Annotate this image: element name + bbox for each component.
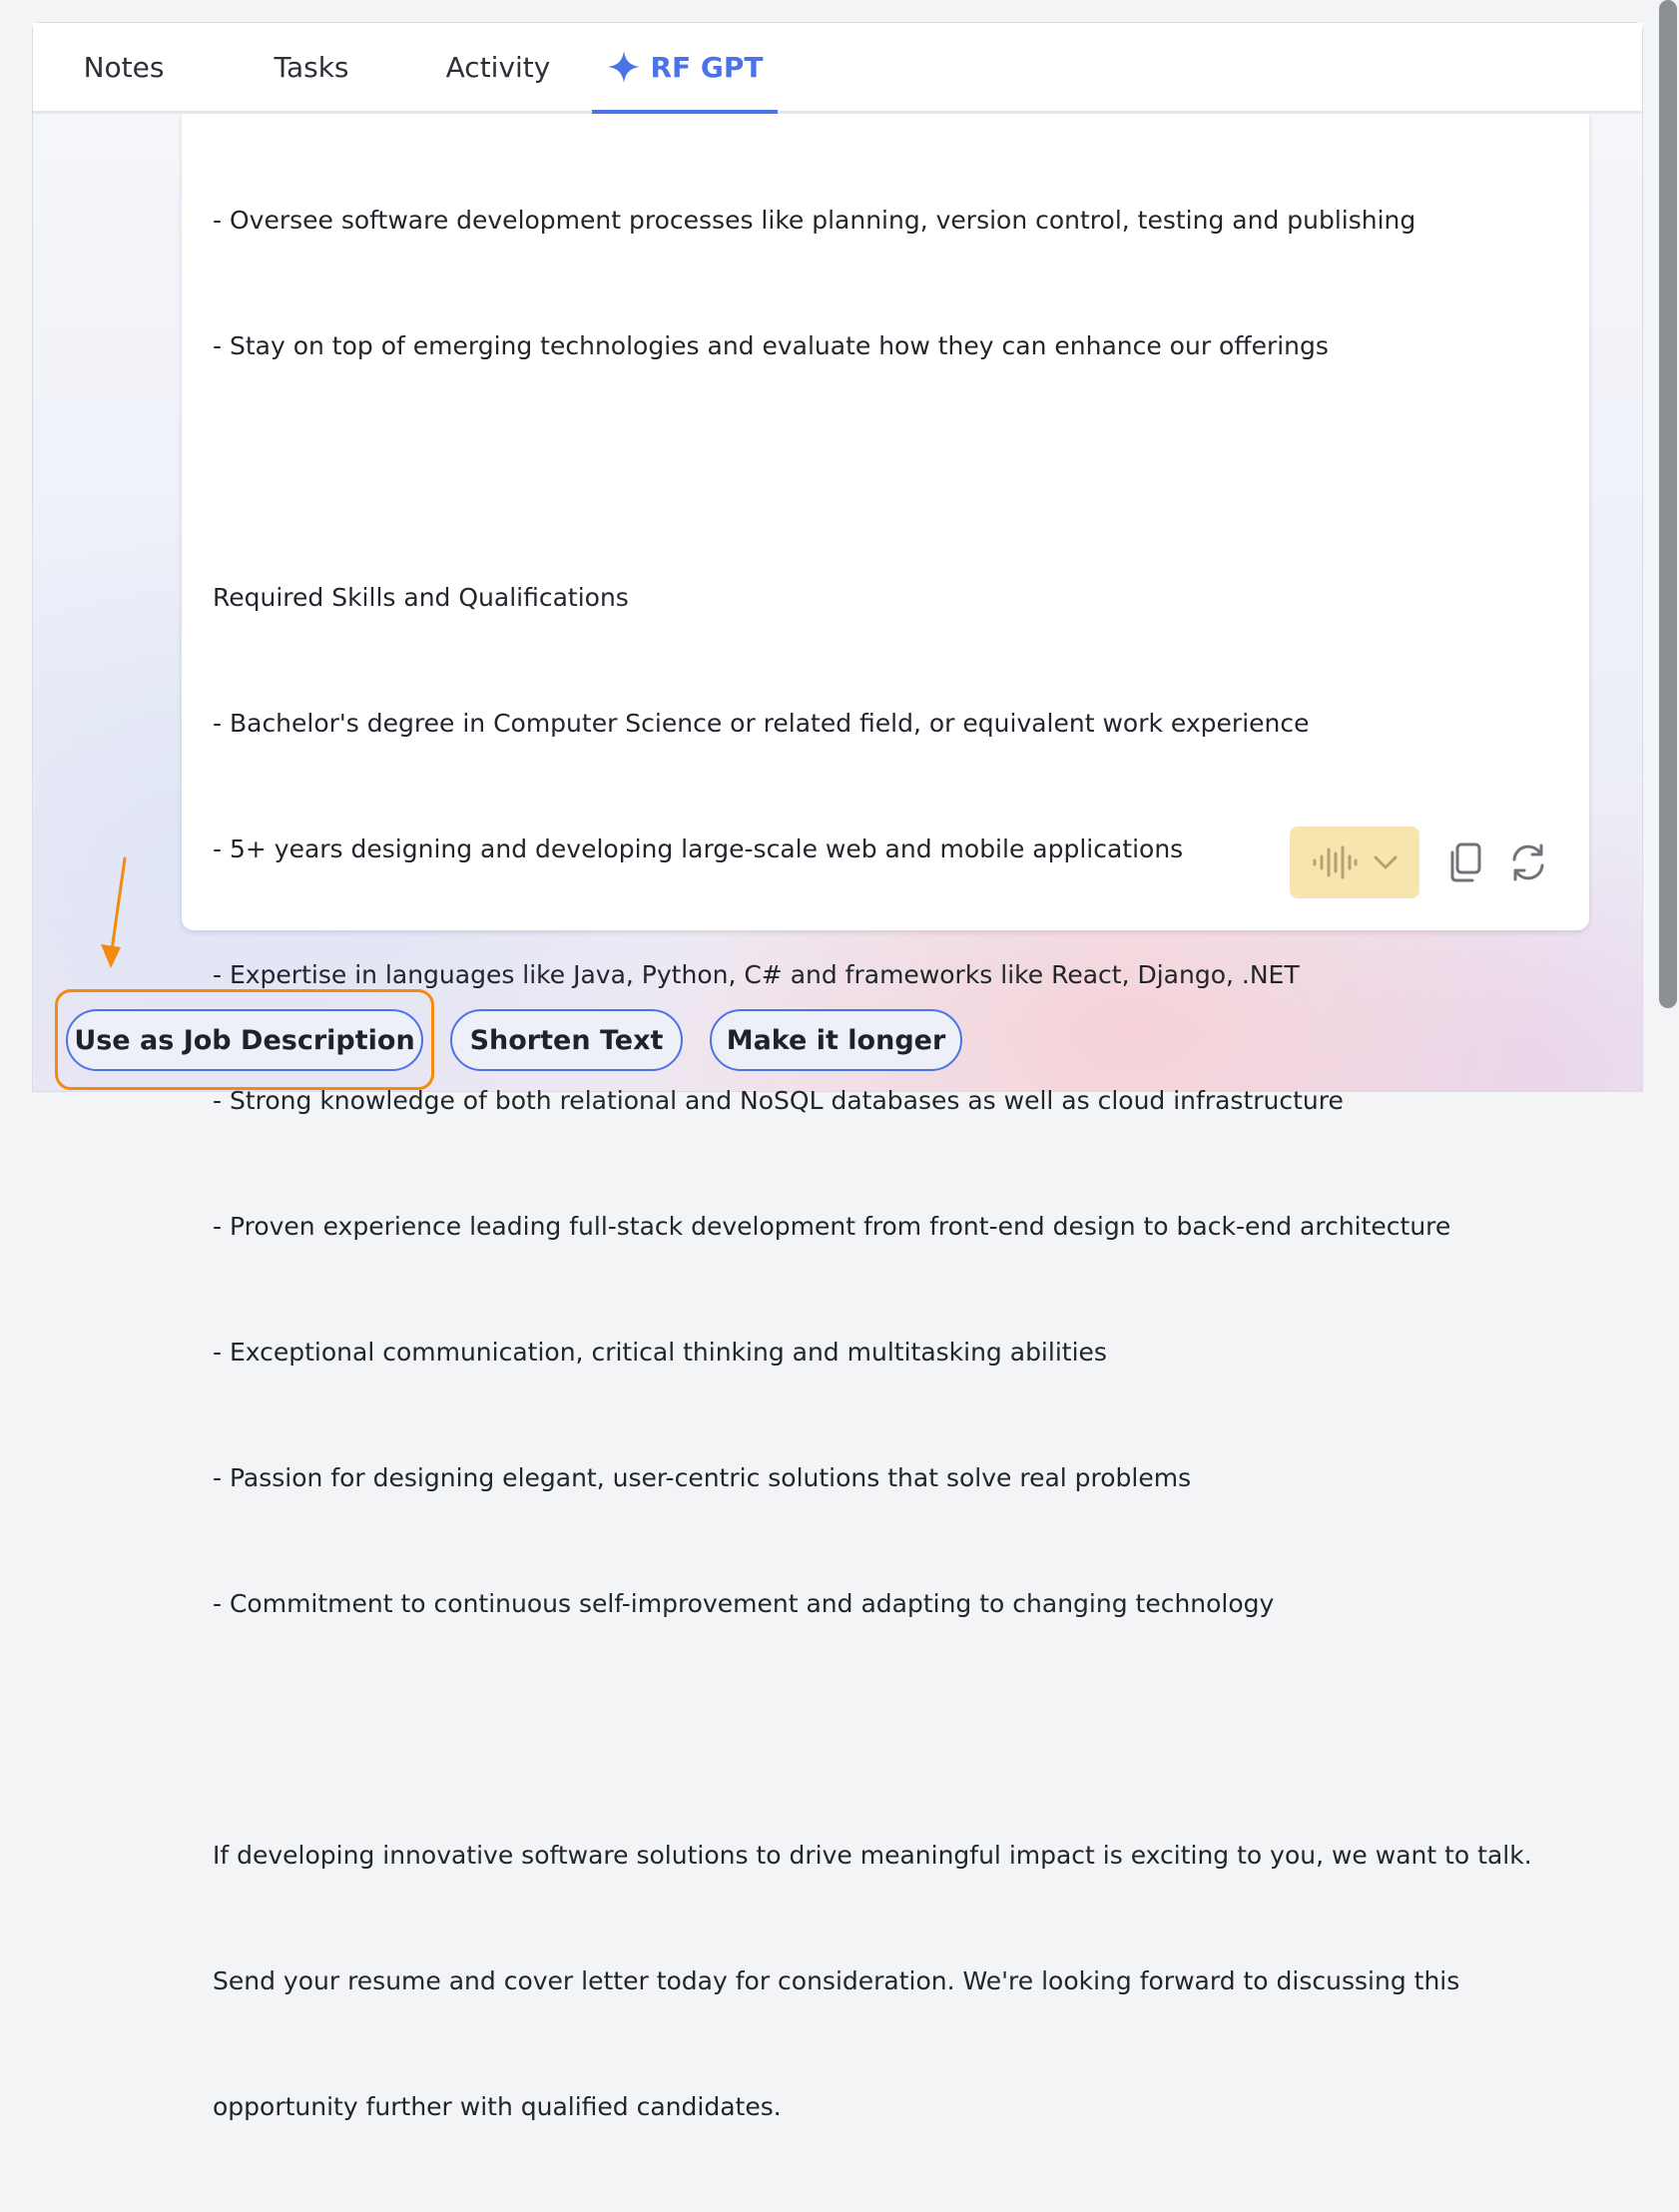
copy-button[interactable] — [1439, 837, 1489, 887]
scrollbar-thumb[interactable] — [1659, 0, 1677, 1008]
response-line: - Oversee software development processes like planning, version control, testing and publishing — [213, 206, 1416, 235]
tab-rf-gpt[interactable] — [592, 23, 778, 111]
regenerate-button[interactable] — [1503, 837, 1553, 887]
response-line: - Expertise in languages like Java, Python, C# and frameworks like React, Django, .NET — [213, 960, 1300, 989]
chip-label: Use as Job Description — [74, 1024, 415, 1056]
make-it-longer-button[interactable] — [710, 1009, 962, 1071]
response-line: opportunity further with qualified candidates. — [213, 2092, 782, 2121]
annotation-arrow — [93, 854, 133, 974]
response-actions — [1290, 827, 1553, 898]
use-as-job-description-button[interactable] — [66, 1009, 423, 1071]
contact-panel — [32, 22, 1643, 2121]
response-line: Send your resume and cover letter today for consideration. We're looking forward to discussing this — [213, 1966, 1460, 1995]
tab-activity[interactable] — [434, 23, 562, 111]
tab-label: Tasks — [274, 50, 349, 84]
response-line — [213, 451, 1570, 493]
page-scrollbar[interactable] — [1657, 0, 1679, 1090]
tab-tasks[interactable] — [251, 23, 372, 111]
response-line: - Commitment to continuous self-improvement and adapting to changing technology — [213, 1589, 1275, 1618]
copy-icon — [1446, 842, 1482, 882]
response-line — [213, 1709, 1570, 1751]
tab-label: Activity — [445, 50, 551, 84]
tab-label: Notes — [83, 50, 165, 84]
tab-label: RF GPT — [650, 50, 764, 84]
response-line: - Bachelor's degree in Computer Science or related field, or equivalent work experience — [213, 709, 1310, 738]
response-line: If developing innovative software solutions to drive meaningful impact is exciting to you, we want to talk. — [213, 1841, 1532, 1870]
response-line: - Proven experience leading full-stack development from front-end design to back-end architecture — [213, 1212, 1451, 1241]
voice-playback-button[interactable] — [1290, 827, 1419, 898]
response-line: - Strong knowledge of both relational and NoSQL databases as well as cloud infrastructure — [213, 1086, 1344, 1115]
response-heading: Required Skills and Qualifications — [213, 583, 629, 612]
chip-label: Make it longer — [726, 1024, 946, 1056]
active-tab-indicator — [592, 110, 778, 114]
chip-label: Shorten Text — [469, 1024, 664, 1056]
tab-bar — [33, 23, 1642, 114]
response-line: - Stay on top of emerging technologies and evaluate how they can enhance our offerings — [213, 331, 1329, 360]
chevron-down-icon — [1374, 855, 1398, 869]
chat-area[interactable] — [33, 114, 1642, 2121]
refresh-icon — [1508, 842, 1548, 882]
gpt-response-text — [213, 116, 1570, 2212]
shorten-text-button[interactable] — [450, 1009, 683, 1071]
tab-notes[interactable] — [63, 23, 185, 111]
audio-wave-icon — [1312, 845, 1358, 879]
response-line: - 5+ years designing and developing large-scale web and mobile applications — [213, 834, 1184, 863]
sparkle-icon — [606, 49, 642, 85]
response-line: - Passion for designing elegant, user-centric solutions that solve real problems — [213, 1463, 1192, 1492]
response-line: - Exceptional communication, critical thinking and multitasking abilities — [213, 1338, 1107, 1367]
